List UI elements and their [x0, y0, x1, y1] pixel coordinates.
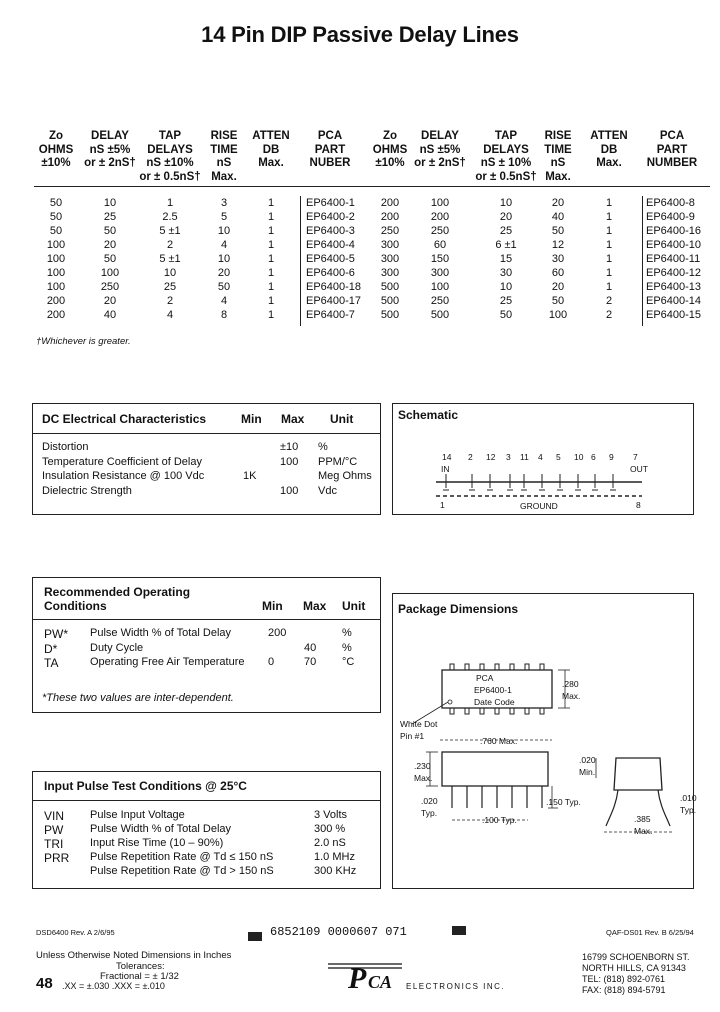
- chip-label-2: EP6400-1: [474, 685, 512, 695]
- table-cell: 1: [267, 253, 275, 265]
- chip-label-3: Date Code: [474, 697, 515, 707]
- table-header: ±10%: [41, 157, 71, 169]
- dim-020-min: .020: [579, 755, 596, 765]
- table-header: PCA: [317, 130, 343, 142]
- svg-text:CA: CA: [368, 972, 393, 992]
- table-cell: 100: [548, 309, 568, 321]
- table-header: or ± 0.5nS†: [475, 170, 537, 183]
- dc-param: Insulation Resistance @ 100 Vdc: [42, 470, 205, 482]
- rec-max: 40: [304, 641, 317, 654]
- table-cell: 10: [163, 267, 177, 279]
- table-cell: 200: [430, 211, 450, 223]
- pulse-value: 2.0 nS: [314, 837, 346, 849]
- table-cell: 2.5: [162, 211, 178, 223]
- table-cell: 2: [166, 239, 174, 251]
- package-pin-bottom: [510, 708, 514, 714]
- pulse-param: Pulse Input Voltage: [90, 809, 185, 821]
- table-cell: 25: [499, 295, 513, 307]
- table-cell: 60: [433, 239, 447, 251]
- package-pin-top: [450, 664, 454, 670]
- table-cell: 50: [551, 295, 565, 307]
- page-title: 14 Pin DIP Passive Delay Lines: [201, 22, 519, 47]
- rec-title-line2: Conditions: [44, 599, 107, 613]
- table-cell: 10: [499, 197, 513, 209]
- table-cell: EP6400-11: [646, 253, 701, 265]
- table-cell: 250: [100, 281, 120, 293]
- dc-unit: Meg Ohms: [318, 470, 372, 482]
- pca-logo: [326, 952, 406, 992]
- tolerance-fractional: Fractional = ± 1/32: [100, 971, 179, 982]
- table-header: PART: [314, 143, 346, 156]
- table-cell: 4: [166, 309, 174, 321]
- table-cell: EP6400-2: [306, 211, 355, 223]
- dim-280-max: Max.: [562, 691, 581, 701]
- table-header: DELAY: [91, 130, 129, 142]
- package-pin-top: [540, 664, 544, 670]
- white-dot-label: White Dot: [400, 719, 438, 729]
- dim-150: .150 Typ.: [546, 797, 581, 807]
- table-cell: 50: [49, 211, 63, 223]
- schematic-out-label: OUT: [630, 464, 648, 474]
- table-cell: 200: [46, 295, 66, 307]
- table-header: TAP: [158, 130, 182, 142]
- column-divider: [300, 196, 301, 326]
- dim-280: .280: [562, 679, 579, 689]
- dim-230: .230: [414, 761, 431, 771]
- table-cell: 5 ±1: [159, 225, 181, 237]
- schematic-pin8: 8: [636, 500, 641, 510]
- table-cell: 200: [46, 309, 66, 321]
- schematic-pin: 7: [633, 452, 638, 462]
- table-header: Max.: [545, 170, 571, 183]
- table-cell: 50: [217, 281, 231, 293]
- table-cell: EP6400-12: [646, 267, 702, 279]
- table-header: DELAYS: [483, 143, 529, 156]
- package-pin-bottom: [525, 708, 529, 714]
- pulse-value: 3 Volts: [314, 809, 348, 821]
- dim-230-max: Max.: [414, 773, 433, 783]
- schematic-pin: 5: [556, 452, 561, 462]
- schematic-pin: 6: [591, 452, 596, 462]
- table-cell: 250: [430, 295, 450, 307]
- table-cell: 1: [267, 267, 275, 279]
- table-header: nS ±5%: [89, 143, 131, 156]
- dc-max: 100: [280, 455, 299, 468]
- dc-col-min: Min: [241, 412, 262, 426]
- qaf-code: QAF-DS01 Rev. B 6/25/94: [606, 928, 694, 937]
- table-header: ATTEN: [590, 130, 628, 142]
- table-cell: 4: [220, 295, 228, 307]
- pulse-symbol: TRI: [44, 837, 64, 851]
- schematic-ground-label: GROUND: [520, 501, 558, 511]
- package-pin-top: [525, 664, 529, 670]
- svg-text:P: P: [348, 962, 367, 992]
- phone: TEL: (818) 892-0761: [582, 974, 666, 984]
- table-header: OHMS: [38, 143, 74, 156]
- table-cell: 100: [430, 281, 450, 293]
- rec-min: 200: [268, 627, 287, 639]
- table-cell: EP6400-4: [306, 239, 355, 251]
- logo-suffix: ELECTRONICS INC.: [406, 982, 506, 991]
- package-pin-top: [495, 664, 499, 670]
- table-cell: EP6400-15: [646, 309, 702, 321]
- table-header: nS ±10%: [146, 157, 194, 169]
- table-cell: 25: [163, 281, 177, 293]
- package-pin-top: [465, 664, 469, 670]
- table-cell: 20: [217, 267, 231, 279]
- table-header: PART: [656, 143, 688, 156]
- package-pin-top: [510, 664, 514, 670]
- rec-min: 0: [268, 656, 275, 668]
- table-header: Zo: [382, 130, 398, 142]
- pin1-label: Pin #1: [400, 731, 425, 741]
- table-footnote: †Whichever is greater.: [36, 336, 131, 347]
- tolerances-label: Tolerances:: [116, 961, 165, 972]
- table-cell: 40: [103, 309, 117, 321]
- rec-note: *These two values are inter-dependent.: [42, 692, 234, 704]
- table-cell: 1: [605, 267, 613, 279]
- address-line-1: 16799 SCHOENBORN ST.: [582, 952, 690, 962]
- table-header: Max.: [211, 170, 237, 183]
- table-header: RISE: [544, 130, 572, 142]
- page-number: 48: [36, 975, 53, 992]
- table-header-rule: [34, 186, 710, 187]
- tolerance-decimals: .XX = ±.030 .XXX = ±.010: [62, 981, 165, 991]
- table-header: or ± 2nS†: [414, 157, 466, 169]
- pulse-value: 1.0 MHz: [314, 851, 355, 863]
- table-cell: 50: [49, 225, 63, 237]
- package-pin-bottom: [495, 708, 499, 714]
- table-cell: EP6400-3: [306, 225, 355, 237]
- table-cell: 8: [220, 309, 228, 321]
- dim-385-max: Max.: [634, 826, 653, 836]
- pulse-title: Input Pulse Test Conditions @ 25°C: [44, 779, 247, 793]
- table-cell: 100: [46, 253, 66, 265]
- dim-typ-2: Typ.: [680, 805, 697, 815]
- table-header: TIME: [544, 143, 572, 156]
- dc-unit: PPM/°C: [318, 455, 358, 468]
- table-cell: EP6400-14: [646, 295, 702, 307]
- table-header: Zo: [48, 130, 64, 142]
- units-note: Unless Otherwise Noted Dimensions in Inches: [36, 950, 232, 961]
- dc-param: Temperature Coefficient of Delay: [42, 455, 202, 468]
- table-header: DB: [600, 143, 618, 156]
- schematic-pin: 11: [520, 452, 529, 462]
- table-header: DELAYS: [147, 143, 193, 156]
- table-header: TAP: [494, 130, 518, 142]
- dc-max: ±10: [280, 441, 299, 453]
- dc-unit: %: [318, 441, 328, 453]
- doc-code: DSD6400 Rev. A 2/6/95: [36, 928, 115, 937]
- pulse-symbol: VIN: [44, 809, 65, 823]
- table-cell: 500: [430, 309, 450, 321]
- table-cell: 25: [499, 225, 513, 237]
- table-header: or ± 0.5nS†: [139, 170, 201, 183]
- rec-unit: %: [342, 627, 352, 639]
- table-cell: 40: [551, 211, 565, 223]
- table-cell: 15: [499, 253, 513, 265]
- table-cell: 30: [551, 253, 565, 265]
- table-cell: 300: [380, 239, 400, 251]
- schematic-pin: 4: [538, 452, 543, 462]
- rec-param: Operating Free Air Temperature: [90, 656, 245, 668]
- table-header: ±10%: [375, 157, 405, 169]
- table-cell: 500: [380, 309, 400, 321]
- package-pin-bottom: [450, 708, 454, 714]
- address-line-2: NORTH HILLS, CA 91343: [582, 963, 686, 973]
- rec-col-min: Min: [262, 599, 283, 613]
- pulse-param: Pulse Repetition Rate @ Td > 150 nS: [90, 865, 274, 877]
- table-cell: 4: [220, 239, 228, 251]
- rec-title-line1: Recommended Operating: [44, 585, 191, 599]
- table-header: Max.: [596, 157, 622, 169]
- dim-min: Min.: [579, 767, 596, 777]
- schematic-pin: 3: [506, 452, 511, 462]
- table-cell: 1: [267, 225, 275, 237]
- pulse-param: Pulse Width % of Total Delay: [90, 823, 232, 835]
- table-cell: 250: [380, 225, 400, 237]
- table-cell: 1: [166, 197, 174, 209]
- table-cell: EP6400-18: [306, 281, 362, 293]
- table-cell: 3: [220, 197, 228, 209]
- table-cell: EP6400-7: [306, 309, 355, 321]
- table-cell: 100: [46, 239, 66, 251]
- table-cell: 150: [430, 253, 450, 265]
- table-cell: 10: [499, 281, 513, 293]
- table-header: nS: [550, 157, 566, 169]
- pulse-value: 300 KHz: [314, 865, 357, 877]
- table-cell: 1: [605, 225, 613, 237]
- table-cell: 30: [499, 267, 513, 279]
- table-header: PCA: [659, 130, 685, 142]
- dc-param: Dielectric Strength: [42, 484, 132, 497]
- table-cell: 500: [380, 281, 400, 293]
- column-divider: [642, 196, 643, 326]
- table-header: DELAY: [421, 130, 459, 142]
- table-cell: 25: [103, 211, 117, 223]
- table-cell: 20: [103, 295, 117, 307]
- package-title: Package Dimensions: [398, 602, 519, 616]
- dim-020-typ: .020: [421, 796, 438, 806]
- table-header: nS ± 10%: [480, 157, 532, 169]
- table-cell: 1: [267, 239, 275, 251]
- table-cell: 50: [49, 197, 63, 209]
- table-cell: EP6400-10: [646, 239, 702, 251]
- pulse-symbol: PRR: [44, 851, 70, 865]
- dc-col-unit: Unit: [330, 412, 354, 426]
- barcode-text: 6852109 0000607 071: [270, 925, 407, 939]
- pulse-symbol: PW: [44, 823, 64, 837]
- table-cell: 10: [103, 197, 117, 209]
- table-cell: 1: [605, 253, 613, 265]
- pulse-value: 300 %: [314, 823, 346, 835]
- chip-label-1: PCA: [476, 673, 494, 683]
- table-header: or ± 2nS†: [84, 157, 136, 169]
- rec-col-max: Max: [303, 599, 327, 613]
- table-cell: EP6400-5: [306, 253, 355, 265]
- table-cell: 50: [103, 253, 117, 265]
- table-cell: EP6400-16: [646, 225, 702, 237]
- table-cell: 1: [605, 239, 613, 251]
- table-cell: 200: [380, 211, 400, 223]
- table-cell: 1: [267, 309, 275, 321]
- schematic-title: Schematic: [398, 408, 459, 422]
- table-header: nS: [216, 157, 232, 169]
- table-cell: 12: [551, 239, 565, 251]
- table-cell: 1: [267, 197, 275, 209]
- schematic-in-label: IN: [441, 464, 450, 474]
- table-cell: 300: [380, 267, 400, 279]
- table-cell: 20: [551, 281, 565, 293]
- table-cell: 2: [605, 309, 613, 321]
- schematic-pin1: 1: [440, 500, 445, 510]
- table-cell: 1: [267, 281, 275, 293]
- fax: FAX: (818) 894-5791: [582, 985, 666, 995]
- package-pin-bottom: [540, 708, 544, 714]
- schematic-pin: 10: [574, 452, 584, 462]
- table-cell: 2: [166, 295, 174, 307]
- dim-760: .760 Max.: [480, 736, 518, 746]
- table-cell: EP6400-1: [306, 197, 355, 209]
- package-drawing: [392, 620, 697, 888]
- table-cell: 1: [267, 211, 275, 223]
- dim-010: .010: [680, 793, 697, 803]
- table-cell: EP6400-13: [646, 281, 702, 293]
- table-cell: 250: [430, 225, 450, 237]
- dc-title: DC Electrical Characteristics: [42, 412, 207, 426]
- table-cell: 300: [380, 253, 400, 265]
- table-cell: 1: [267, 295, 275, 307]
- package-pin-bottom: [480, 708, 484, 714]
- table-cell: 20: [499, 211, 513, 223]
- table-cell: 300: [430, 267, 450, 279]
- table-header: Max.: [258, 157, 284, 169]
- dc-max: 100: [280, 484, 299, 497]
- rec-unit: °C: [342, 656, 355, 668]
- pulse-param: Input Rise Time (10 – 90%): [90, 837, 224, 849]
- table-cell: 200: [380, 197, 400, 209]
- table-cell: 1: [605, 281, 613, 293]
- table-cell: 2: [605, 295, 613, 307]
- package-pin-top: [480, 664, 484, 670]
- table-cell: 1: [605, 197, 613, 209]
- pulse-param: Pulse Repetition Rate @ Td ≤ 150 nS: [90, 851, 274, 863]
- table-cell: 6 ±1: [495, 239, 517, 251]
- table-header: OHMS: [372, 143, 408, 156]
- dc-col-max: Max: [281, 412, 305, 426]
- table-cell: 10: [217, 225, 231, 237]
- rec-unit: %: [342, 641, 352, 654]
- barcode-mark-left: [248, 932, 262, 941]
- schematic-pin: 2: [468, 452, 473, 462]
- rec-param: Pulse Width % of Total Delay: [90, 627, 232, 639]
- package-pin-bottom: [465, 708, 469, 714]
- schematic-pin: 12: [486, 452, 496, 462]
- table-cell: 100: [100, 267, 120, 279]
- table-cell: 100: [46, 267, 66, 279]
- table-cell: EP6400-6: [306, 267, 355, 279]
- table-cell: 500: [380, 295, 400, 307]
- table-header: RISE: [210, 130, 238, 142]
- table-cell: 5 ±1: [159, 253, 181, 265]
- rec-symbol: TA: [44, 656, 59, 670]
- rec-param: Duty Cycle: [90, 641, 144, 654]
- schematic-pin: 9: [609, 452, 614, 462]
- table-cell: 20: [103, 239, 117, 251]
- table-cell: 50: [499, 309, 513, 321]
- rec-col-unit: Unit: [342, 599, 366, 613]
- rec-symbol: PW*: [44, 627, 68, 641]
- table-cell: 20: [551, 197, 565, 209]
- table-cell: EP6400-9: [646, 211, 695, 223]
- table-cell: EP6400-17: [306, 295, 362, 307]
- table-cell: EP6400-8: [646, 197, 695, 209]
- table-cell: 50: [551, 225, 565, 237]
- table-header: ATTEN: [252, 130, 290, 142]
- barcode-mark-right: [452, 926, 466, 935]
- dc-param: Distortion: [42, 441, 89, 453]
- table-cell: 1: [605, 211, 613, 223]
- dim-385: .385: [634, 814, 651, 824]
- dc-unit: Vdc: [318, 484, 337, 497]
- table-cell: 5: [220, 211, 228, 223]
- table-header: DB: [262, 143, 280, 156]
- table-cell: 100: [430, 197, 450, 209]
- table-header: NUMBER: [646, 157, 698, 169]
- table-cell: 50: [103, 225, 117, 237]
- table-cell: 10: [217, 253, 231, 265]
- dc-min: 1K: [243, 470, 257, 482]
- table-cell: 60: [551, 267, 565, 279]
- schematic-pin: 14: [442, 452, 452, 462]
- schematic-diagram: [430, 470, 650, 502]
- dim-typ-1: Typ.: [421, 808, 438, 818]
- rec-symbol: D*: [44, 641, 58, 656]
- table-header: nS ±5%: [419, 143, 461, 156]
- dim-100: .100 Typ.: [482, 815, 517, 825]
- rec-max: 70: [304, 656, 317, 668]
- table-header: NUBER: [309, 157, 351, 169]
- table-header: TIME: [210, 143, 238, 156]
- table-cell: 100: [46, 281, 66, 293]
